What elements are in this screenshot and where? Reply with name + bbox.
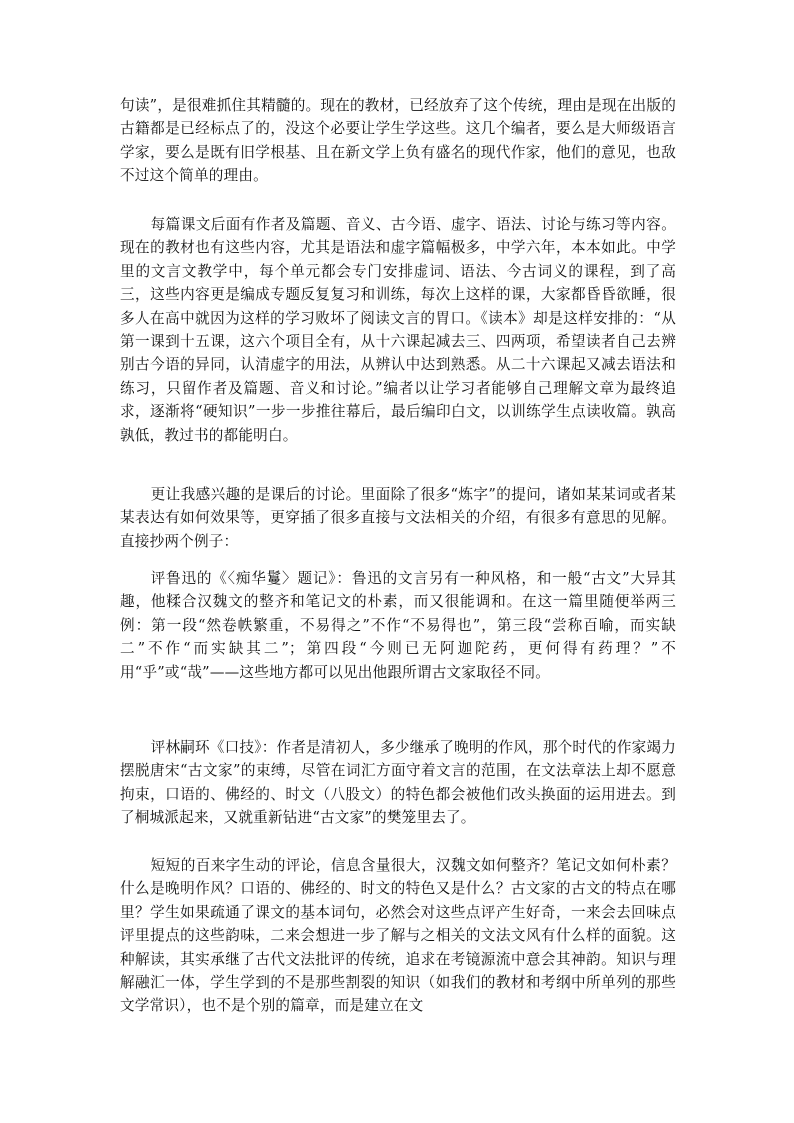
paragraph-3: 更让我感兴趣的是课后的讨论。里面除了很多“炼字”的提问，诸如某某词或者某某表达有如何效果等，更穿插了很多直接与文法相关的介绍，有很多有意思的见解。直接抄两个例子： xyxy=(120,486,676,550)
paragraph-4-quote-luxun: 评鲁迅的《〈痴华鬘〉题记》：鲁迅的文言另有一种风格，和一般“古文”大异其趣，他糅合汉魏文的整齐和笔记文的朴素，而又很能调和。在这一篇里随便举两三例：第一段“然卷帙繁重，不易得之”不作“不易得也”，第三段“尝称百喻，而实缺二”不作“而实缺其二”；第四段“今则已无阿迦陀药，更何得有药理？”不用“乎”或“哉”——这些地方都可以见出他跟所谓古文家取径不同。 xyxy=(120,570,676,681)
paragraph-5-quote-kouji: 评林嗣环《口技》：作者是清初人，多少继承了晚明的作风，那个时代的作家竭力摆脱唐宋“古文家”的束缚，尽管在词汇方面守着文言的范围，在文法章法上却不愿意拘束，口语的、佛经的、时文（八股文）的特色都会被他们改头换面的运用进去。到了桐城派起来，又就重新钻进“古文家”的樊笼里去了。 xyxy=(120,739,676,827)
paragraph-2: 每篇课文后面有作者及篇题、音义、古今语、虚字、语法、讨论与练习等内容。现在的教材也有这些内容，尤其是语法和虚字篇幅极多，中学六年，本本如此。中学里的文言文教学中，每个单元都会专门安排虚词、语法、今古词义的课程，到了高三，这些内容更是编成专题反复复习和训练，每次上这样的课，大家都昏昏欲睡，很多人在高中就因为这样的学习败坏了阅读文言的胃口。《读本》却是这样安排的：“从第一课到十五课，这六个项目全有，从十六课起减去三、四两项，希望读者自己去辨别古今语的异同，认清虚字的用法，从辨认中达到熟悉。从二十六课起又减去语法和练习，只留作者及篇题、音义和讨论。”编者以让学习者能够自己理解文章为最终追求，逐渐将“硬知识”一步一步推往幕后，最后编印白文，以训练学生点读收篇。孰高孰低，教过书的都能明白。 xyxy=(120,216,676,444)
paragraph-6: 短短的百来字生动的评论，信息含量很大，汉魏文如何整齐？笔记文如何朴素？什么是晚明作风？口语的、佛经的、时文的特色又是什么？古文家的古文的特点在哪里？学生如果疏通了课文的基本词句，必然会对这些点评产生好奇，一来会去回味点评里提点的这些韵味，二来会想进一步了解与之相关的文法文风有什么样的面貌。这种解读，其实承继了古代文法批评的传统，追求在考镜源流中意会其神韵。知识与理解融汇一体，学生学到的不是那些割裂的知识（如我们的教材和考纲中所单列的那些文学常识），也不是个别的篇章，而是建立在文 xyxy=(120,857,676,1015)
paragraph-1: 句读”，是很难抓住其精髓的。现在的教材，已经放弃了这个传统，理由是现在出版的古籍都是已经标点了的，没这个必要让学生学这些。这几个编者，要么是大师级语言学家，要么是既有旧学根基、且在新文学上负有盛名的现代作家，他们的意见，也敌不过这个简单的理由。 xyxy=(120,97,676,185)
